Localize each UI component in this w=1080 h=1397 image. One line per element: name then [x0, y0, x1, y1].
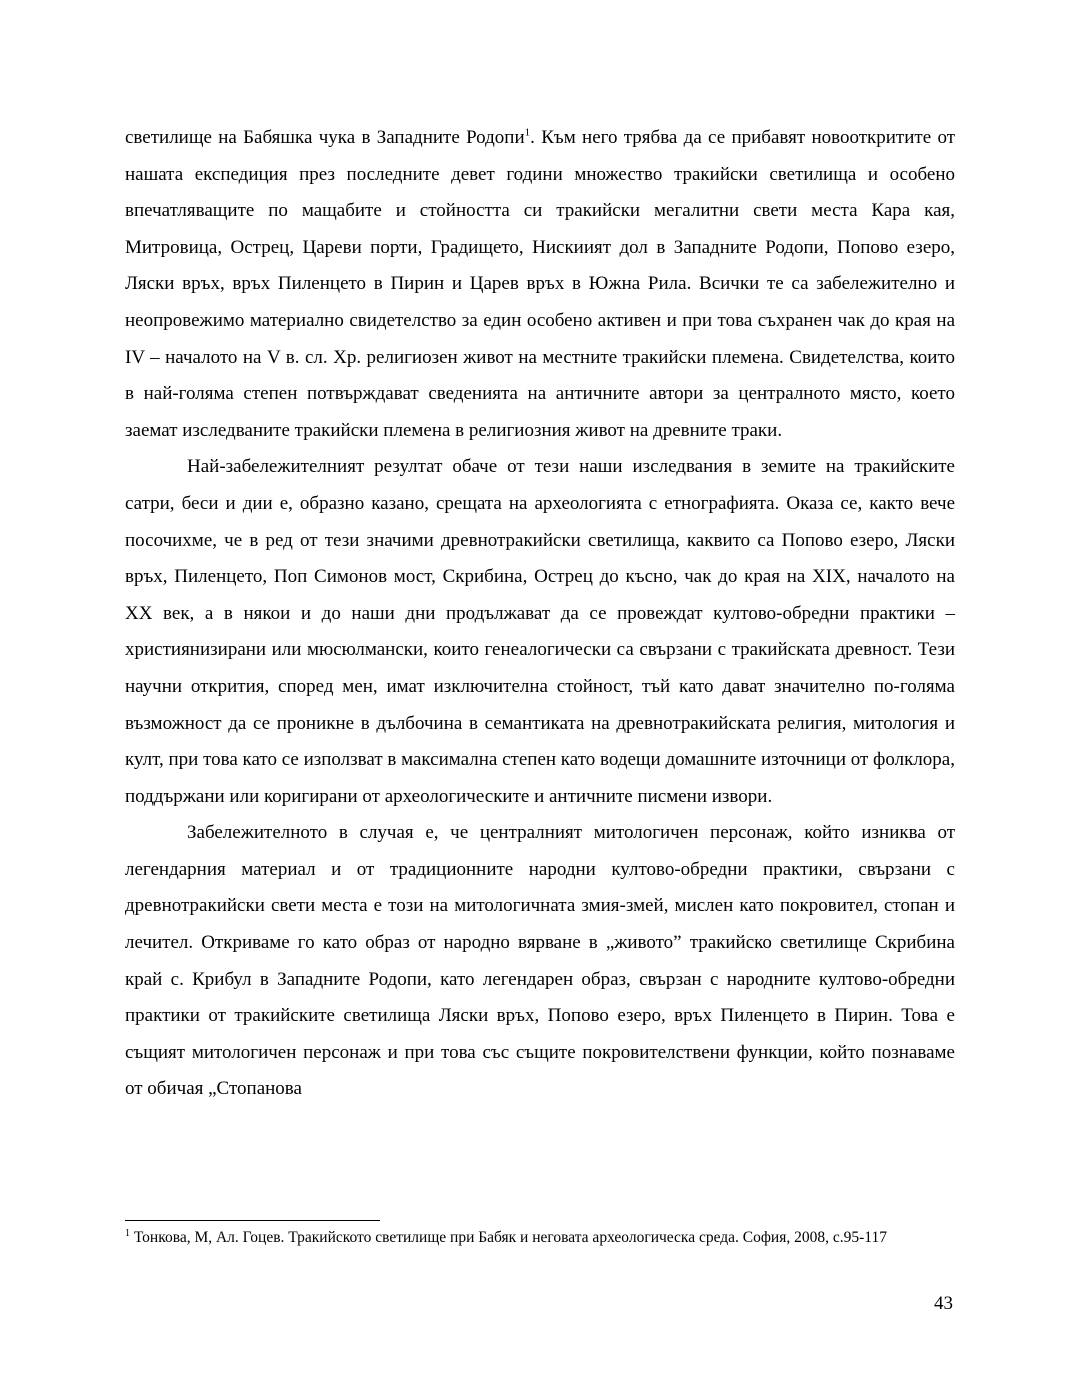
footnote-text: Тонкова, М, Ал. Гоцев. Тракийското светилище при Бабяк и неговата археологическа среда. София, 2008, с.95-117 [130, 1229, 887, 1246]
footnote-reference[interactable]: 1 [524, 126, 531, 139]
footnote-marker: 1 [125, 1227, 130, 1239]
paragraph-2: Най-забележителният резултат обаче от тези наши изследвания в земите на тракийските сатри, беси и дии е, образно казано, срещата на археологията с етнографията. Оказа се, както вече посочихме, че в ред от тези значими древнотракийски светилища, каквито са Попово езеро, Ляски връх, Пиленцето, Поп Симонов мост, Скрибина, Острец до късно, чак до края на XIX, началото на XX век, а в някои и до наши дни продължават да се провеждат култово-обредни практики – християнизирани или мюсюлмански, които генеалогически са свързани с тракийската древност. Тези научни открития, според мен, имат изключителна стойност, тъй като дават значително по-голяма възможност да се проникне в дълбочина в семантиката на древнотракийската религия, митология и култ, при това като се използват в максимална степен като водещи домашните източници от фолклора, поддържани или коригирани от археологическите и античните писмени извори. [125, 456, 955, 807]
footnote [125, 1228, 955, 1247]
paragraph-1-text: светилище на Бабяшка чука в Западните Родопи [125, 127, 525, 148]
paragraph-3: Забележителното в случая е, че централният митологичен персонаж, който изниква от легендарния материал и от традиционните народни култово-обредни практики, свързани с древнотракийски свети места е този на митологичната змия-змей, мислен като покровител, стопан и лечител. Откриваме го като образ от народно вярване в „живото” тракийско светилище Скрибина край с. Крибул в Западните Родопи, като легендарен образ, свързан с народните култово-обредни практики от тракийските светилища Ляски връх, Попово езеро, връх Пиленцето в Пирин. Това е същият митологичен персонаж и при това със същите покровителствени функции, който познаваме от обичая „Стопанова [125, 822, 955, 1100]
footnote-separator [125, 1220, 380, 1221]
page-number: 43 [934, 1293, 953, 1314]
body-text [125, 120, 955, 1108]
paragraph-1 [125, 120, 955, 449]
paragraph-1-continuation: . Към него трябва да се прибавят новооткритите от нашата експедиция през последните девет години множество тракийски светилища и особено впечатляващите по мащабите и стойността си тракийски мегалитни свети места Кара кая, Митровица, Острец, Цареви порти, Градището, Нискиият дол в Западните Родопи, Попово езеро, Ляски връх, връх Пиленцето в Пирин и Царев връх в Южна Рила. Всички те са забележително и неопровежимо материално свидетелство за един особено активен и при това съхранен чак до края на IV – началото на V в. сл. Хр. религиозен живот на местните тракийски племена. Свидетелства, които в най-голяма степен потвърждават сведенията на античните автори за централното място, което заемат изследваните тракийски племена в религиозния живот на древните траки. [125, 127, 956, 441]
